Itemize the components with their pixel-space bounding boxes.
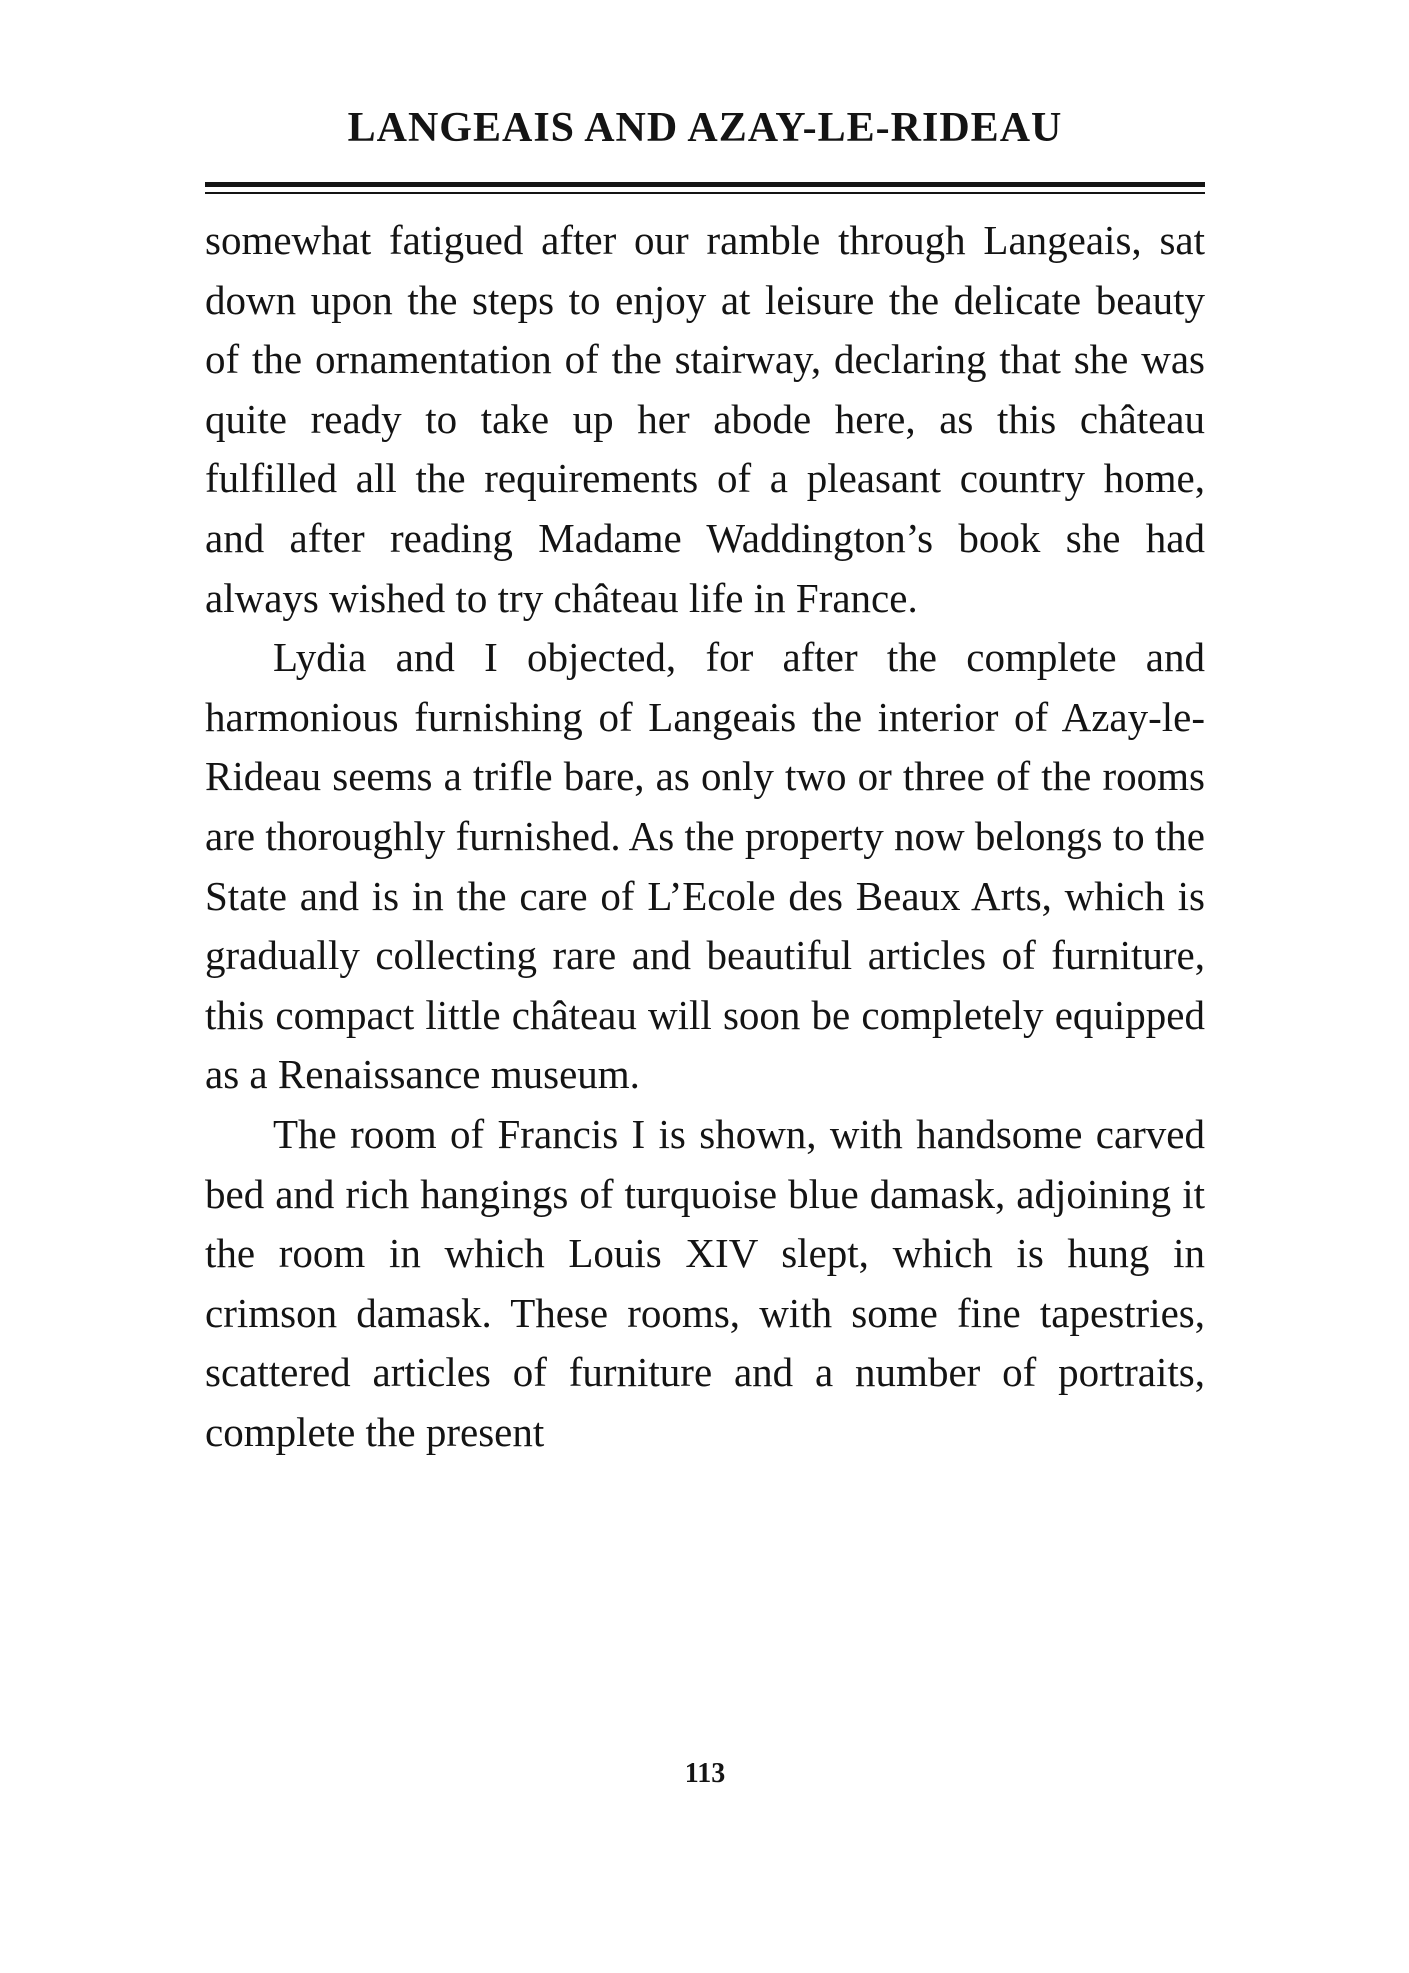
header-rule-thick — [205, 182, 1205, 187]
running-head-title: LANGEAIS AND AZAY-LE-RIDEAU — [347, 105, 1063, 151]
page-number: 113 — [684, 1758, 726, 1789]
header-rule-thin — [205, 192, 1205, 194]
paragraph-continued: somewhat fatigued after our ramble through Langeais, sat down upon the steps to enjoy at leisure the delicate beauty of the ornamentation of the stairway, declaring that she was quite ready to take up her abode here, as this château fulfilled all the requirements of a pleasant country home, and after reading Madame Waddington’s book she had always wished to try château life in France. — [205, 217, 1205, 621]
paragraph-francis: The room of Francis I is shown, with handsome carved bed and rich hangings of turquoise blue damask, adjoining it the room in which Louis XIV slept, which is hung in crimson damask. These rooms, with some fine tapestries, scattered articles of furniture and a number of portraits, complete the present — [205, 1110, 1205, 1455]
body-text — [205, 211, 1205, 1462]
paragraph-lydia: Lydia and I objected, for after the complete and harmonious furnishing of Langeais the interior of Azay-le-Rideau seems a trifle bare, as only two or three of the rooms are thoroughly furnished. As the property now belongs to the State and is in the care of L’Ecole des Beaux Arts, which is gradually collecting rare and beautiful articles of furniture, this compact little château will soon be completely equipped as a Renaissance museum. — [205, 634, 1205, 1098]
